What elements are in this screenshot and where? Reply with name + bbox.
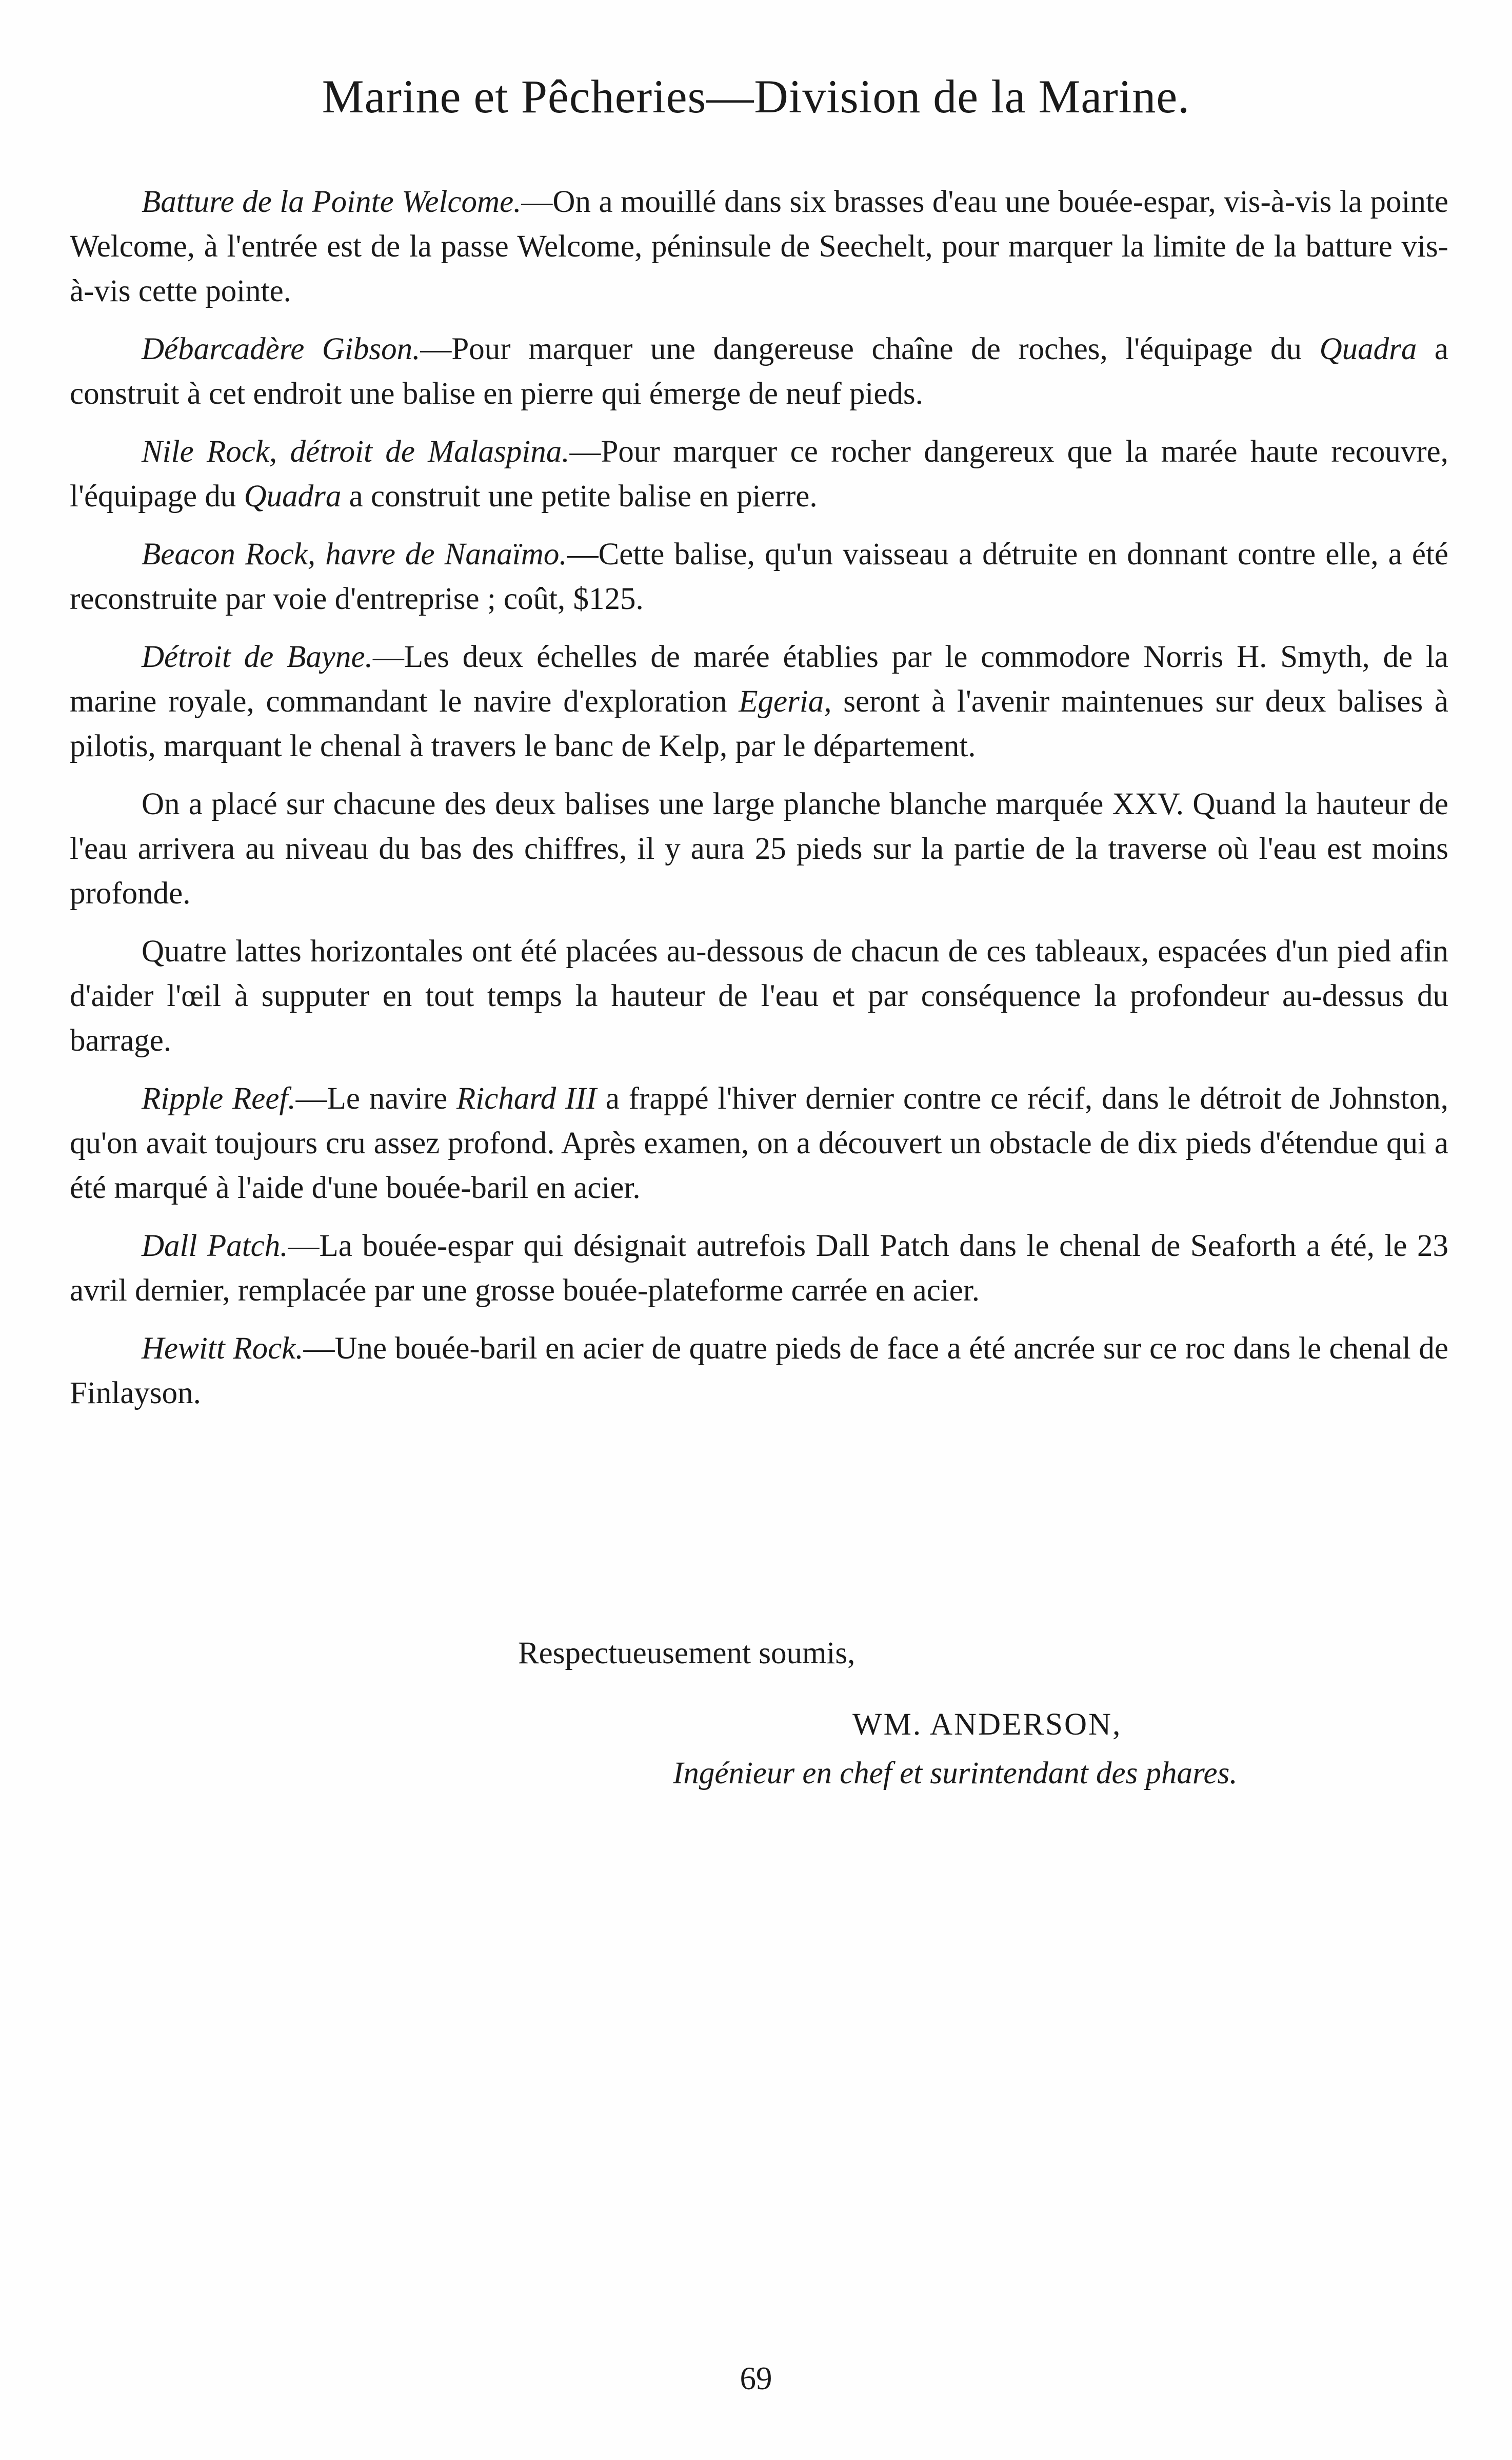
paragraph-text: a construit à cet endroit une balise en pierre qui émerge de neuf pieds. xyxy=(70,332,1449,411)
paragraph-heading: Ripple Reef. xyxy=(142,1081,296,1116)
paragraph xyxy=(70,1076,1448,1210)
paragraph-heading: Débarcadère Gibson. xyxy=(142,332,421,366)
paragraph-text: —Pour marquer une dangereuse chaîne de roches, l'équipage du xyxy=(420,332,1320,366)
paragraph-text: On a placé sur chacune des deux balises une large planche blanche marquée XXV. Quand la hauteur de l'eau arrivera au niveau du bas des chiffres, il y aura 25 pieds sur la partie de la traverse où l'eau est moins profonde. xyxy=(70,787,1448,911)
paragraph-text: —Le navire xyxy=(295,1081,457,1116)
paragraph-text: —Une bouée-baril en acier de quatre pieds de face a été ancrée sur ce roc dans le chenal de Finlayson. xyxy=(70,1331,1449,1410)
paragraph xyxy=(70,429,1448,519)
paragraph xyxy=(70,327,1448,416)
paragraph-heading: Détroit de Bayne. xyxy=(142,640,373,674)
paragraph-text: —Les deux échelles de marée établies par le commodore Norris H. Smyth, de la marine royale, commandant le navire d'exploration xyxy=(70,640,1448,719)
paragraph-text: a construit une petite balise en pierre. xyxy=(341,479,818,514)
paragraph xyxy=(70,635,1448,769)
paragraph-text: —Pour marquer ce rocher dangereux que la marée haute recouvre, l'équipage du xyxy=(70,435,1448,514)
paragraph xyxy=(70,782,1448,916)
paragraph-text: Quatre lattes horizontales ont été placées au-dessous de chacun de ces tableaux, espacées d'un pied afin d'aider l'œil à supputer en tout temps la hauteur de l'eau et par conséquence la profondeur au-dessus du barrage. xyxy=(70,934,1448,1058)
paragraph-heading: Hewitt Rock. xyxy=(142,1331,304,1366)
paragraph xyxy=(70,180,1448,313)
page-title: Marine et Pêcheries—Division de la Marine. xyxy=(322,70,1190,123)
signer-name: WM. ANDERSON, xyxy=(852,1707,1122,1742)
paragraph-text: a frappé l'hiver dernier contre ce récif, dans le détroit de Johnston, qu'on avait toujours cru assez profond. Après examen, on a découvert un obstacle de dix pieds d'étendue qui a été marqué à l'aide d'une bouée-baril en acier. xyxy=(70,1081,1448,1205)
ship-name: Richard III xyxy=(456,1081,597,1116)
body-text xyxy=(70,180,1448,1429)
paragraph-text: seront à l'avenir maintenues sur deux balises à pilotis, marquant le chenal à travers le banc de Kelp, par le département. xyxy=(70,684,1448,763)
paragraph-heading: Batture de la Pointe Welcome. xyxy=(142,185,522,219)
paragraph-text: —Cette balise, qu'un vaisseau a détruite en donnant contre elle, a été reconstruite par voie d'entreprise ; coût, $125. xyxy=(70,537,1448,616)
paragraph-heading: Beacon Rock, havre de Nanaïmo. xyxy=(142,537,567,572)
paragraph-text: —On a mouillé dans six brasses d'eau une bouée-espar, vis-à-vis la pointe Welcome, à l'entrée est de la passe Welcome, péninsule de Seechelt, pour marquer la limite de la batture vis-à-vis cette pointe. xyxy=(70,185,1448,308)
page-number: 69 xyxy=(740,2360,772,2396)
ship-name: Egeria, xyxy=(739,684,832,719)
paragraph xyxy=(70,929,1448,1063)
paragraph xyxy=(70,532,1448,621)
ship-name: Quadra xyxy=(244,479,342,514)
paragraph-text: —La bouée-espar qui désignait autrefois Dall Patch dans le chenal de Seaforth a été, le 23 avril dernier, remplacée par une grosse bouée-plateforme carrée en acier. xyxy=(70,1229,1449,1308)
signer-title: Ingénieur en chef et surintendant des phares. xyxy=(673,1756,1238,1790)
paragraph-heading: Nile Rock, détroit de Malaspina. xyxy=(142,435,570,469)
paragraph xyxy=(70,1326,1448,1415)
closing-line: Respectueusement soumis, xyxy=(518,1636,856,1670)
ship-name: Quadra xyxy=(1319,332,1417,366)
paragraph xyxy=(70,1224,1448,1313)
paragraph-heading: Dall Patch. xyxy=(142,1229,288,1263)
